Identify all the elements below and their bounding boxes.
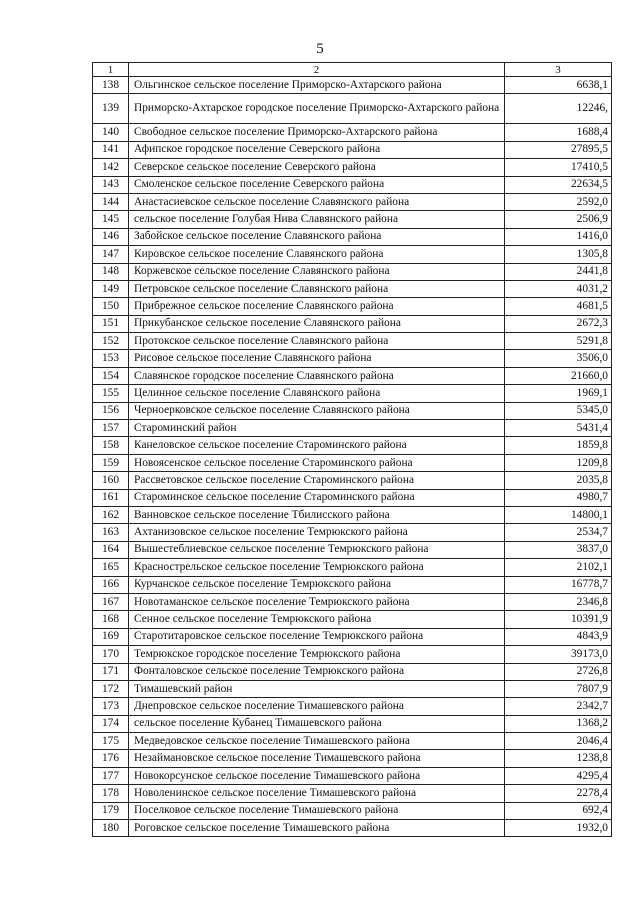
settlement-name: Петровское сельское поселение Славянского района <box>129 280 505 297</box>
table-row <box>93 715 612 732</box>
settlement-name: Роговское сельское поселение Тимашевского района <box>129 820 505 837</box>
table-row <box>93 159 612 176</box>
table-row <box>93 141 612 158</box>
row-number: 171 <box>93 663 129 680</box>
row-number: 170 <box>93 646 129 663</box>
table-row <box>93 698 612 715</box>
row-number: 168 <box>93 611 129 628</box>
amount-value: 1932,0 <box>505 820 612 837</box>
table-row <box>93 367 612 384</box>
settlement-name: Сенное сельское поселение Темрюкского района <box>129 611 505 628</box>
settlement-name: Тимашевский район <box>129 680 505 697</box>
amount-value: 4843,9 <box>505 628 612 645</box>
table-row <box>93 576 612 593</box>
row-number: 167 <box>93 593 129 610</box>
amount-value: 2672,3 <box>505 315 612 332</box>
table-row <box>93 437 612 454</box>
settlement-name: Ольгинское сельское поселение Приморско-Ахтарского района <box>129 77 505 94</box>
amount-value: 21660,0 <box>505 367 612 384</box>
amount-value: 2726,8 <box>505 663 612 680</box>
row-number: 176 <box>93 750 129 767</box>
amount-value: 1209,8 <box>505 454 612 471</box>
settlement-name: Старотитаровское сельское поселение Темрюкского района <box>129 628 505 645</box>
settlement-name: Анастасиевское сельское поселение Славянского района <box>129 193 505 210</box>
row-number: 148 <box>93 263 129 280</box>
table-row <box>93 228 612 245</box>
table-row <box>93 628 612 645</box>
amount-value: 5291,8 <box>505 333 612 350</box>
settlement-name: Свободное сельское поселение Приморско-Ахтарского района <box>129 124 505 141</box>
amount-value: 2342,7 <box>505 698 612 715</box>
table-row <box>93 646 612 663</box>
amount-value: 3837,0 <box>505 541 612 558</box>
row-number: 160 <box>93 472 129 489</box>
amount-value: 2278,4 <box>505 785 612 802</box>
table-row <box>93 680 612 697</box>
row-number: 138 <box>93 77 129 94</box>
row-number: 156 <box>93 402 129 419</box>
amount-value: 7807,9 <box>505 680 612 697</box>
table-row <box>93 263 612 280</box>
settlement-name: Поселковое сельское поселение Тимашевского района <box>129 802 505 819</box>
table-row <box>93 593 612 610</box>
row-number: 179 <box>93 802 129 819</box>
table-row <box>93 94 612 124</box>
table-row <box>93 176 612 193</box>
settlement-name: Прибрежное сельское поселение Славянского района <box>129 298 505 315</box>
row-number: 144 <box>93 193 129 210</box>
table-row <box>93 750 612 767</box>
settlement-name: Смоленское сельское поселение Северского района <box>129 176 505 193</box>
row-number: 161 <box>93 489 129 506</box>
row-number: 159 <box>93 454 129 471</box>
table-row <box>93 506 612 523</box>
row-number: 162 <box>93 506 129 523</box>
table-row <box>93 315 612 332</box>
row-number: 150 <box>93 298 129 315</box>
row-number: 153 <box>93 350 129 367</box>
settlement-name: Новотаманское сельское поселение Темрюкского района <box>129 593 505 610</box>
row-number: 157 <box>93 420 129 437</box>
row-number: 165 <box>93 559 129 576</box>
amount-value: 39173,0 <box>505 646 612 663</box>
amount-value: 5345,0 <box>505 402 612 419</box>
row-number: 164 <box>93 541 129 558</box>
row-number: 146 <box>93 228 129 245</box>
settlement-name: Целинное сельское поселение Славянского района <box>129 385 505 402</box>
row-number: 147 <box>93 246 129 263</box>
amount-value: 1688,4 <box>505 124 612 141</box>
settlement-name: Прикубанское сельское поселение Славянского района <box>129 315 505 332</box>
amount-value: 27895,5 <box>505 141 612 158</box>
row-number: 175 <box>93 733 129 750</box>
table-row <box>93 402 612 419</box>
amount-value: 4031,2 <box>505 280 612 297</box>
settlement-name: Курчанское сельское поселение Темрюкского района <box>129 576 505 593</box>
settlement-name: Коржевское сельское поселение Славянского района <box>129 263 505 280</box>
table-row <box>93 820 612 837</box>
amount-value: 1368,2 <box>505 715 612 732</box>
settlement-name: Северское сельское поселение Северского района <box>129 159 505 176</box>
settlement-name: Протокское сельское поселение Славянского района <box>129 333 505 350</box>
settlement-name: Канеловское сельское поселение Староминского района <box>129 437 505 454</box>
settlement-name: Новокорсунское сельское поселение Тимашевского района <box>129 767 505 784</box>
table-row <box>93 454 612 471</box>
row-number: 154 <box>93 367 129 384</box>
table-header <box>93 63 612 77</box>
table-row <box>93 420 612 437</box>
table-row <box>93 472 612 489</box>
amount-value: 4980,7 <box>505 489 612 506</box>
amount-value: 2046,4 <box>505 733 612 750</box>
table-body <box>93 77 612 837</box>
amount-value: 10391,9 <box>505 611 612 628</box>
table-row <box>93 77 612 94</box>
amount-value: 5431,4 <box>505 420 612 437</box>
table-row <box>93 211 612 228</box>
amount-value: 4681,5 <box>505 298 612 315</box>
settlement-name: Медведовское сельское поселение Тимашевского района <box>129 733 505 750</box>
amount-value: 2441,8 <box>505 263 612 280</box>
table-row <box>93 524 612 541</box>
settlement-name: Незаймановское сельское поселение Тимашевского района <box>129 750 505 767</box>
header-col-2: 2 <box>129 63 505 77</box>
amount-value: 2102,1 <box>505 559 612 576</box>
settlement-name: Ахтанизовское сельское поселение Темрюкского района <box>129 524 505 541</box>
table-row <box>93 489 612 506</box>
header-row <box>93 63 612 77</box>
table-row <box>93 663 612 680</box>
settlement-name: Вышестеблиевское сельское поселение Темрюкского района <box>129 541 505 558</box>
settlement-name: Черноерковское сельское поселение Славянского района <box>129 402 505 419</box>
amount-value: 692,4 <box>505 802 612 819</box>
settlement-name: Фонталовское сельское поселение Темрюкского района <box>129 663 505 680</box>
row-number: 151 <box>93 315 129 332</box>
amount-value: 22634,5 <box>505 176 612 193</box>
amount-value: 12246, <box>505 94 612 124</box>
settlement-name: Староминское сельское поселение Староминского района <box>129 489 505 506</box>
amount-value: 1238,8 <box>505 750 612 767</box>
table-row <box>93 246 612 263</box>
table-row <box>93 280 612 297</box>
amount-value: 2346,8 <box>505 593 612 610</box>
table-row <box>93 124 612 141</box>
header-col-1: 1 <box>93 63 129 77</box>
row-number: 158 <box>93 437 129 454</box>
table-row <box>93 333 612 350</box>
row-number: 169 <box>93 628 129 645</box>
settlement-name: Рисовое сельское поселение Славянского района <box>129 350 505 367</box>
row-number: 173 <box>93 698 129 715</box>
settlement-name: Приморско-Ахтарское городское поселение Приморско-Ахтарского района <box>129 94 505 124</box>
amount-value: 1859,8 <box>505 437 612 454</box>
table-row <box>93 785 612 802</box>
row-number: 163 <box>93 524 129 541</box>
amount-value: 3506,0 <box>505 350 612 367</box>
settlement-name: Днепровское сельское поселение Тимашевского района <box>129 698 505 715</box>
settlement-name: Забойское сельское поселение Славянского района <box>129 228 505 245</box>
table-row <box>93 541 612 558</box>
amount-value: 17410,5 <box>505 159 612 176</box>
row-number: 140 <box>93 124 129 141</box>
amount-value: 1416,0 <box>505 228 612 245</box>
settlement-name: Староминский район <box>129 420 505 437</box>
row-number: 172 <box>93 680 129 697</box>
amount-value: 14800,1 <box>505 506 612 523</box>
settlement-name: Ванновское сельское поселение Тбилисского района <box>129 506 505 523</box>
row-number: 143 <box>93 176 129 193</box>
row-number: 174 <box>93 715 129 732</box>
table-row <box>93 559 612 576</box>
table-row <box>93 767 612 784</box>
allocation-table <box>92 62 612 837</box>
table-row <box>93 802 612 819</box>
settlement-name: Афипское городское поселение Северского района <box>129 141 505 158</box>
table-row <box>93 193 612 210</box>
row-number: 180 <box>93 820 129 837</box>
row-number: 139 <box>93 94 129 124</box>
amount-value: 4295,4 <box>505 767 612 784</box>
table-row <box>93 611 612 628</box>
settlement-name: Темрюкское городское поселение Темрюкского района <box>129 646 505 663</box>
settlement-name: сельское поселение Голубая Нива Славянского района <box>129 211 505 228</box>
settlement-name: Кировское сельское поселение Славянского района <box>129 246 505 263</box>
header-col-3: 3 <box>505 63 612 77</box>
amount-value: 1305,8 <box>505 246 612 263</box>
amount-value: 2592,0 <box>505 193 612 210</box>
settlement-name: Краснострельское сельское поселение Темрюкского района <box>129 559 505 576</box>
table-row <box>93 733 612 750</box>
row-number: 149 <box>93 280 129 297</box>
settlement-name: Рассветовское сельское поселение Староминского района <box>129 472 505 489</box>
settlement-name: Новоясенское сельское поселение Староминского района <box>129 454 505 471</box>
amount-value: 2506,9 <box>505 211 612 228</box>
table-row <box>93 385 612 402</box>
settlement-name: Славянское городское поселение Славянского района <box>129 367 505 384</box>
amount-value: 2035,8 <box>505 472 612 489</box>
table-row <box>93 350 612 367</box>
row-number: 178 <box>93 785 129 802</box>
settlement-name: сельское поселение Кубанец Тимашевского района <box>129 715 505 732</box>
amount-value: 2534,7 <box>505 524 612 541</box>
row-number: 141 <box>93 141 129 158</box>
row-number: 142 <box>93 159 129 176</box>
row-number: 145 <box>93 211 129 228</box>
settlement-name: Новоленинское сельское поселение Тимашевского района <box>129 785 505 802</box>
amount-value: 16778,7 <box>505 576 612 593</box>
table-row <box>93 298 612 315</box>
amount-value: 6638,1 <box>505 77 612 94</box>
row-number: 155 <box>93 385 129 402</box>
amount-value: 1969,1 <box>505 385 612 402</box>
page-number: 5 <box>316 41 324 57</box>
row-number: 177 <box>93 767 129 784</box>
row-number: 166 <box>93 576 129 593</box>
row-number: 152 <box>93 333 129 350</box>
